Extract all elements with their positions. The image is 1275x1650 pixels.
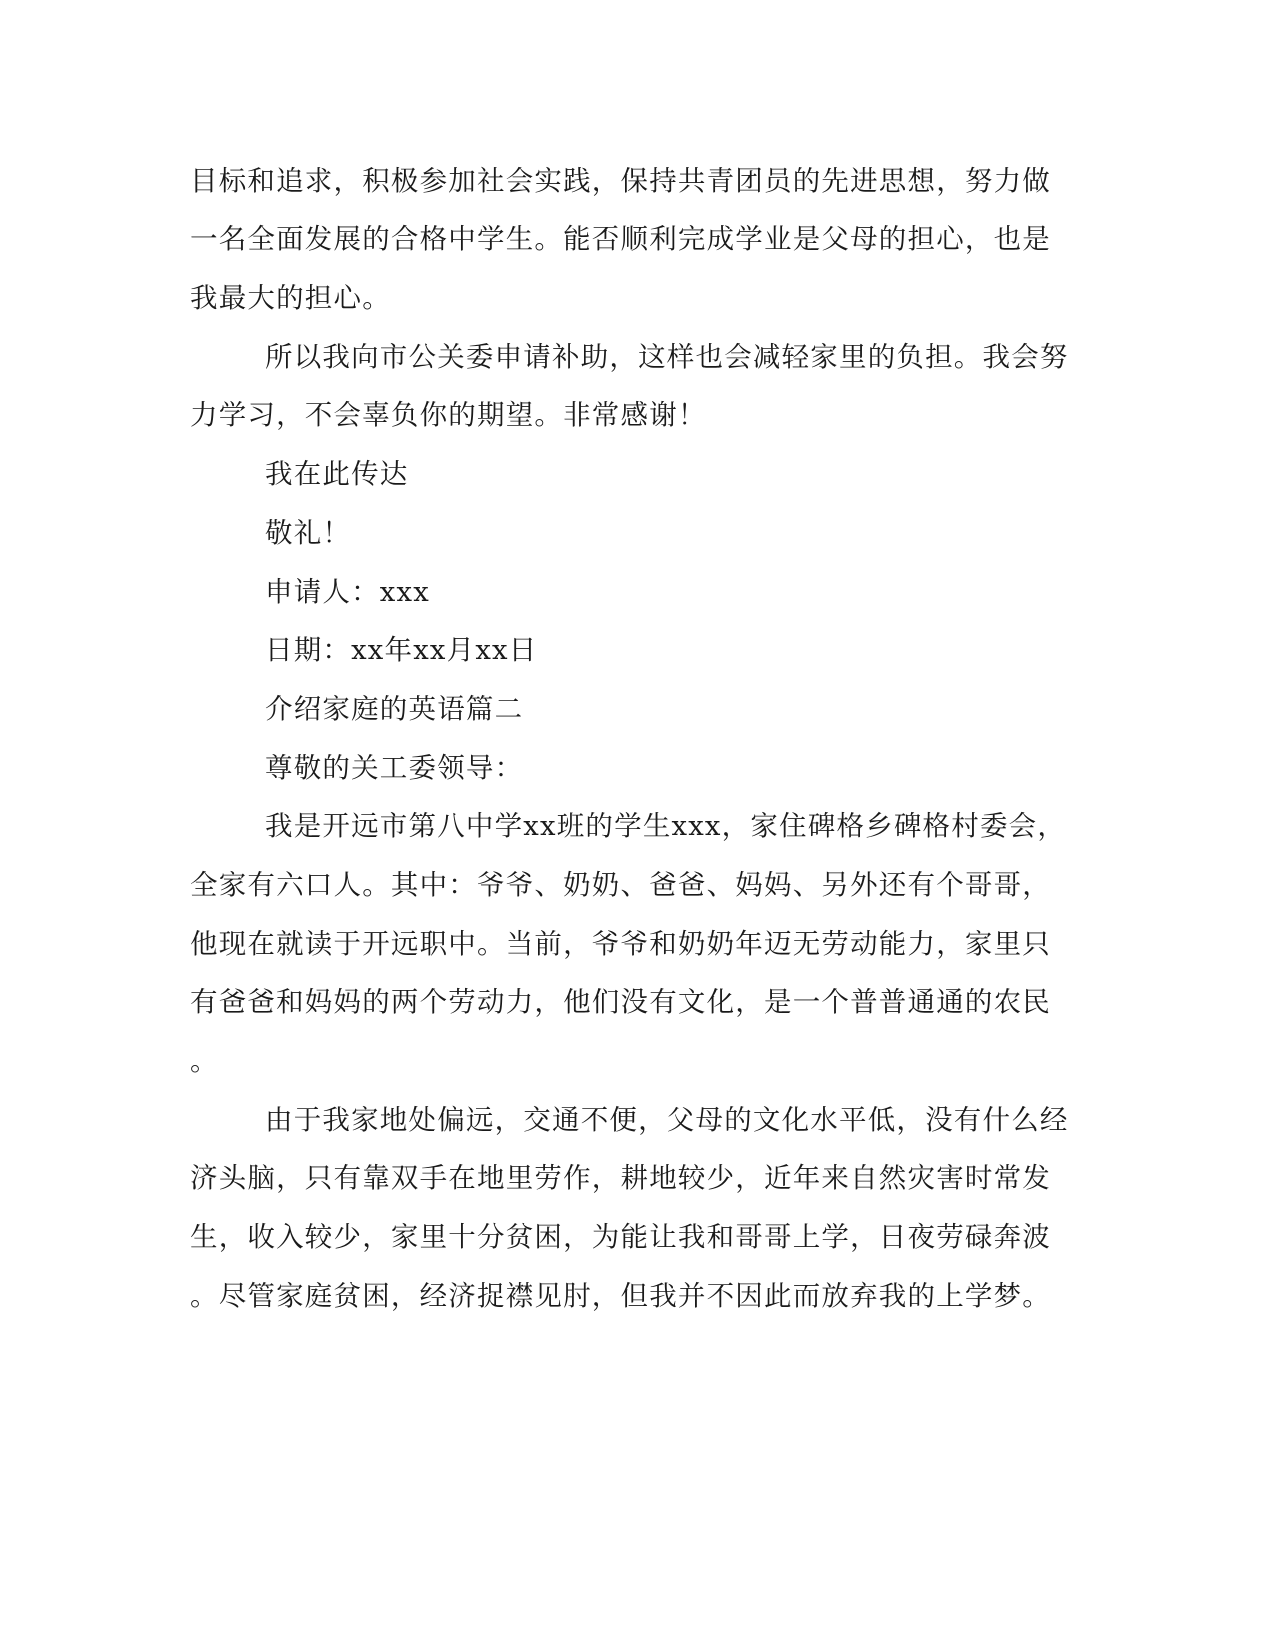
salutation: 敬礼！ <box>265 517 352 549</box>
text-line: 他现在就读于开远职中。当前，爷爷和奶奶年迈无劳动能力，家里只 <box>190 928 1051 960</box>
text-line: 我最大的担心。 <box>190 282 391 314</box>
text-line: 生，收入较少，家里十分贫困，为能让我和哥哥上学，日夜劳碌奔波 <box>190 1221 1051 1253</box>
greeting-line: 尊敬的关工委领导： <box>265 752 524 784</box>
applicant-line: 申请人：xxx <box>265 576 430 608</box>
text-line: 目标和追求，积极参加社会实践，保持共青团员的先进思想，努力做 <box>190 165 1051 197</box>
paragraph-start-line: 我是开远市第八中学xx班的学生xxx，家住碑格乡碑格村委会， <box>265 810 1067 842</box>
closing-phrase: 我在此传达 <box>265 458 409 490</box>
text-line: 。 <box>190 1045 219 1077</box>
paragraph-start-line: 所以我向市公关委申请补助，这样也会减轻家里的负担。我会努 <box>265 341 1069 373</box>
text-line: 一名全面发展的合格中学生。能否顺利完成学业是父母的担心，也是 <box>190 223 1051 255</box>
date-line: 日期：xx年xx月xx日 <box>265 634 538 666</box>
section-heading: 介绍家庭的英语篇二 <box>265 693 524 725</box>
text-line: 力学习，不会辜负你的期望。非常感谢！ <box>190 399 707 431</box>
text-line: 全家有六口人。其中：爷爷、奶奶、爸爸、妈妈、另外还有个哥哥， <box>190 869 1051 901</box>
text-line: 济头脑，只有靠双手在地里劳作，耕地较少，近年来自然灾害时常发 <box>190 1162 1051 1194</box>
text-line: 。尽管家庭贫困，经济捉襟见肘，但我并不因此而放弃我的上学梦。 <box>190 1280 1051 1312</box>
paragraph-start-line: 由于我家地处偏远，交通不便，父母的文化水平低，没有什么经 <box>265 1104 1069 1136</box>
text-line: 有爸爸和妈妈的两个劳动力，他们没有文化，是一个普普通通的农民 <box>190 986 1051 1018</box>
